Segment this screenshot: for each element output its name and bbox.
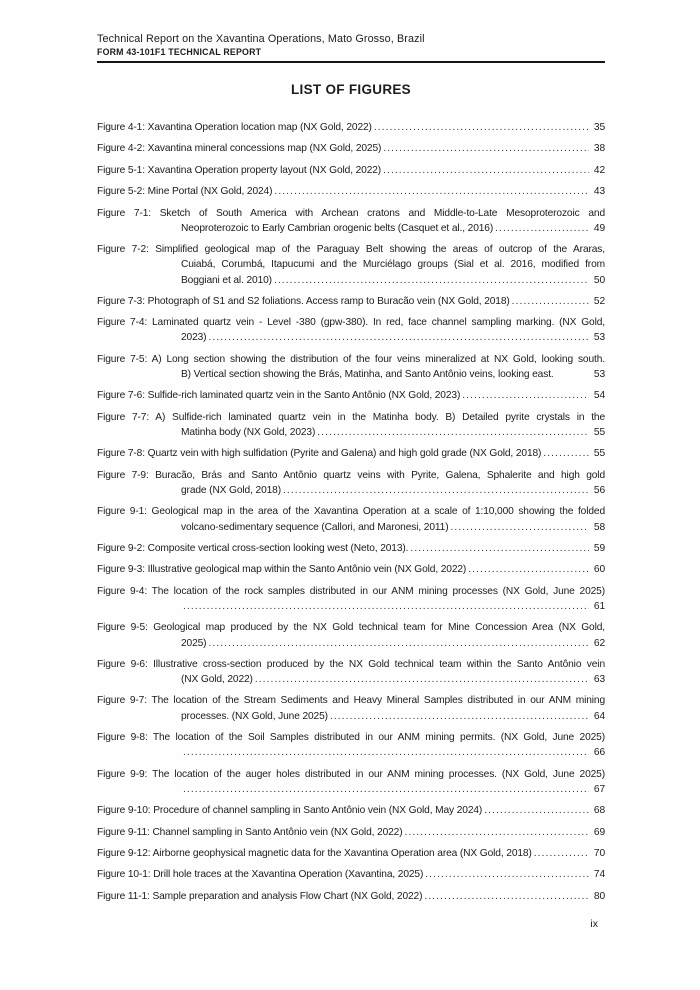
figure-entry-page-number: 59 <box>593 542 605 554</box>
dot-leader <box>543 446 589 461</box>
figure-entry-page-number: 64 <box>593 710 605 722</box>
figure-entry-last-line <box>181 709 605 724</box>
figure-entry-text: Neoproterozoic to Early Cambrian orogenic belts (Casquet et al., 2016) <box>181 222 494 234</box>
dot-leader <box>255 672 589 687</box>
figure-entry-text: grade (NX Gold, 2018) <box>181 485 281 496</box>
figure-entry-last-line <box>181 745 605 760</box>
figure-entry-text-line: Figure 7-9: Buracão, Brás and Santo Antônio quartz veins with Pyrite, Galena, Sphalerite and high gold <box>97 469 605 481</box>
figure-entry-last-line <box>181 367 605 382</box>
figure-entry-page-number: 58 <box>593 521 605 533</box>
figure-entry-page-number: 66 <box>593 747 605 759</box>
figure-entry-last-line <box>97 141 605 156</box>
figure-entry-last-line <box>181 483 605 498</box>
figure-entry <box>97 388 605 403</box>
figure-entry <box>97 120 605 135</box>
figure-entry <box>97 541 605 556</box>
dot-leader <box>424 889 589 904</box>
figure-entry-page-number: 60 <box>593 564 605 576</box>
figure-entry-last-line <box>97 562 605 577</box>
figure-entry <box>97 141 605 156</box>
figure-entry <box>97 889 605 904</box>
figure-entry-text-line: Figure 7-2: Simplified geological map of the Paraguay Belt showing the areas of outcrop of the Araras, <box>97 244 605 256</box>
figure-entry-page-number: 74 <box>593 869 605 881</box>
figure-entry <box>97 657 605 687</box>
figure-entry-page-number: 38 <box>593 143 605 155</box>
figure-entry-page-number: 50 <box>593 274 605 286</box>
figure-entry-text: Figure 9-10: Procedure of channel sampling in Santo Antônio vein (NX Gold, May 2024) <box>97 805 483 817</box>
dot-leader <box>468 562 589 577</box>
figure-entry <box>97 242 605 288</box>
figure-entry <box>97 584 605 614</box>
figure-entry-text: Figure 7-3: Photograph of S1 and S2 foliations. Access ramp to Buracão vein (NX Gold, 2018) <box>97 295 510 307</box>
figure-entry-last-line <box>97 846 605 861</box>
figure-entry-last-line <box>97 803 605 818</box>
figure-entry-text: Boggiani et al. 2010) <box>181 274 272 286</box>
dot-leader <box>183 599 589 614</box>
dot-leader <box>534 846 589 861</box>
figure-entry-page-number: 80 <box>593 890 605 902</box>
figure-entry-text: Figure 7-8: Quartz vein with high sulfidation (Pyrite and Galena) and high gold grade (NX Gold, 2018) <box>97 448 542 460</box>
figure-entry-text-line: Figure 9-7: The location of the Stream Sediments and Heavy Mineral Samples distributed in our ANM mining <box>97 695 605 707</box>
figure-entry-page-number: 53 <box>593 332 605 344</box>
dot-leader <box>374 120 589 135</box>
dot-leader <box>495 221 589 236</box>
figure-entry-last-line <box>181 636 605 651</box>
dot-leader <box>512 294 589 309</box>
figure-entry-last-line <box>97 446 605 461</box>
figure-entry-text: processes. (NX Gold, June 2025) <box>181 710 328 722</box>
dot-leader <box>451 520 590 535</box>
figure-entry <box>97 163 605 178</box>
figure-entry-last-line <box>97 889 605 904</box>
figure-entry-text-line: Figure 9-1: Geological map in the area of the Xavantina Operation at a scale of 1:10,000 showing the folded <box>97 506 605 518</box>
figure-entry-page-number: 35 <box>593 122 605 133</box>
dot-leader <box>383 163 589 178</box>
report-form-label: FORM 43-101F1 TECHNICAL REPORT <box>97 47 262 57</box>
figure-entry <box>97 446 605 461</box>
figure-entry-page-number: 70 <box>593 848 605 859</box>
dot-leader <box>208 330 589 345</box>
report-title: Technical Report on the Xavantina Operations, Mato Grosso, Brazil <box>97 33 425 45</box>
dot-leader <box>425 867 589 882</box>
figure-entry <box>97 730 605 760</box>
figure-entry-text: 2023) <box>181 332 207 344</box>
figure-entry-last-line <box>181 330 605 345</box>
figure-entry-last-line <box>181 520 605 535</box>
dot-leader <box>183 745 589 760</box>
figure-entry-page-number: 56 <box>593 485 605 496</box>
figure-entry <box>97 767 605 797</box>
figure-entry-last-line <box>97 294 605 309</box>
figure-entry <box>97 803 605 818</box>
dot-leader <box>330 709 589 724</box>
figure-entry-page-number: 55 <box>593 427 605 439</box>
figure-entry-text-line: Figure 7-7: A) Sulfide-rich laminated quartz vein in the Matinha body. B) Detailed pyrite crystals in the <box>97 411 605 423</box>
figure-entry-page-number: 52 <box>593 295 605 307</box>
figure-entry-page-number: 54 <box>593 390 605 402</box>
figure-entry-text: Figure 9-2: Composite vertical cross-section looking west (Neto, 2013). <box>97 542 409 554</box>
figure-entry-page-number: 43 <box>593 186 605 198</box>
figure-entry-last-line <box>181 672 605 687</box>
figure-entry-last-line <box>181 599 605 614</box>
figure-entry-text: Figure 10-1: Drill hole traces at the Xavantina Operation (Xavantina, 2025) <box>97 869 424 881</box>
figure-entry-last-line <box>181 782 605 797</box>
figure-entry <box>97 206 605 236</box>
figures-list <box>97 120 605 904</box>
figure-entry-last-line <box>97 184 605 199</box>
figure-entry-page-number: 55 <box>593 448 605 460</box>
figure-entry-page-number: 53 <box>593 369 605 381</box>
dot-leader <box>317 425 589 440</box>
figure-entry-last-line <box>181 425 605 440</box>
dot-leader <box>410 541 589 556</box>
figure-entry-text-line: Cuiabá, Corumbá, Itapucumi and the Murciélago groups (Sial et al. 2016, modified from <box>181 259 605 271</box>
figure-entry <box>97 184 605 199</box>
figure-entry-last-line <box>97 825 605 840</box>
dot-leader <box>405 825 589 840</box>
figure-entry-page-number: 69 <box>593 826 605 838</box>
dot-leader <box>484 803 589 818</box>
figure-entry-last-line <box>97 867 605 882</box>
figure-entry <box>97 620 605 650</box>
figure-entry-page-number: 42 <box>593 164 605 176</box>
figure-entry-text-line: Figure 7-4: Laminated quartz vein - Level -380 (gpw-380). In red, face channel sampling marking. (NX Gold, <box>97 317 605 329</box>
figure-entry <box>97 468 605 498</box>
figure-entry-text-line: Figure 9-5: Geological map produced by the NX Gold technical team for Mine Concession Area (NX Gold, <box>97 622 605 634</box>
figure-entry-text-line: Figure 9-4: The location of the rock samples distributed in our ANM mining processes (NX Gold, June 2025) <box>97 585 605 597</box>
figure-entry-text: Figure 9-12: Airborne geophysical magnetic data for the Xavantina Operation area (NX Gold, 2018) <box>97 848 532 859</box>
figure-entry-page-number: 49 <box>593 222 605 234</box>
figure-entry <box>97 867 605 882</box>
figure-entry-last-line <box>97 120 605 135</box>
figure-entry-text: Figure 7-6: Sulfide-rich laminated quartz vein in the Santo Antônio (NX Gold, 2023) <box>97 390 461 402</box>
dot-leader <box>462 388 589 403</box>
figure-entry <box>97 315 605 345</box>
figure-entry-text-line: Figure 9-8: The location of the Soil Samples distributed in our ANM mining permits. (NX Gold, June 2025) <box>97 732 605 744</box>
figure-entry <box>97 562 605 577</box>
dot-leader <box>383 141 589 156</box>
figure-entry-text: volcano-sedimentary sequence (Callori, and Maronesi, 2011) <box>181 521 449 533</box>
figure-entry-text-line: Figure 9-9: The location of the auger holes distributed in our ANM mining processes. (NX Gold, June 2025) <box>97 768 605 780</box>
figure-entry <box>97 294 605 309</box>
dot-leader <box>283 483 589 498</box>
figure-entry-page-number: 63 <box>593 674 605 686</box>
dot-leader <box>208 636 589 651</box>
figure-entry-last-line <box>181 221 605 236</box>
figure-entry-text-line: Figure 7-1: Sketch of South America with Archean cratons and Middle-to-Late Mesoproterozoic and <box>97 207 605 219</box>
dot-leader <box>274 184 589 199</box>
figure-entry-text-line: Figure 9-6: Illustrative cross-section produced by the NX Gold technical team within the Santo Antônio vein <box>97 658 605 670</box>
figure-entry <box>97 693 605 723</box>
figure-entry-text: Figure 11-1: Sample preparation and analysis Flow Chart (NX Gold, 2022) <box>97 890 423 902</box>
dot-leader <box>274 273 589 288</box>
figure-entry <box>97 352 605 382</box>
figure-entry-page-number: 62 <box>593 637 605 649</box>
figure-entry-page-number: 67 <box>593 783 605 795</box>
page-title: LIST OF FIGURES <box>290 82 411 97</box>
figure-entry-text: (NX Gold, 2022) <box>181 674 253 686</box>
figure-entry-text: Figure 4-2: Xavantina mineral concessions map (NX Gold, 2025) <box>97 143 382 155</box>
figure-entry-last-line <box>97 388 605 403</box>
figure-entry-text: B) Vertical section showing the Brás, Matinha, and Santo Antônio veins, looking east. <box>181 369 554 381</box>
figure-entry-page-number: 61 <box>593 600 605 612</box>
figure-entry-text: Figure 9-11: Channel sampling in Santo Antônio vein (NX Gold, 2022) <box>97 826 403 838</box>
figure-entry <box>97 825 605 840</box>
figure-entry-text: Figure 9-3: Illustrative geological map within the Santo Antônio vein (NX Gold, 2022) <box>97 564 467 576</box>
figure-entry-text: Figure 4-1: Xavantina Operation location map (NX Gold, 2022) <box>97 122 372 133</box>
figure-entry-last-line <box>181 273 605 288</box>
dot-leader <box>183 782 589 797</box>
figure-entry-text: 2025) <box>181 637 207 649</box>
page-header <box>97 33 605 63</box>
figure-entry-text: Matinha body (NX Gold, 2023) <box>181 427 316 439</box>
figure-entry-text: Figure 5-2: Mine Portal (NX Gold, 2024) <box>97 186 273 198</box>
figure-entry-page-number: 68 <box>593 805 605 817</box>
figure-entry-last-line <box>97 163 605 178</box>
figure-entry <box>97 410 605 440</box>
footer-page-number: ix <box>590 918 598 930</box>
figure-entry <box>97 504 605 534</box>
figure-entry-text-line: Figure 7-5: A) Long section showing the distribution of the four veins mineralized at NX Gold, looking south. <box>97 353 605 365</box>
figure-entry-text: Figure 5-1: Xavantina Operation property layout (NX Gold, 2022) <box>97 164 382 176</box>
figure-entry-last-line <box>97 541 605 556</box>
figure-entry <box>97 846 605 861</box>
